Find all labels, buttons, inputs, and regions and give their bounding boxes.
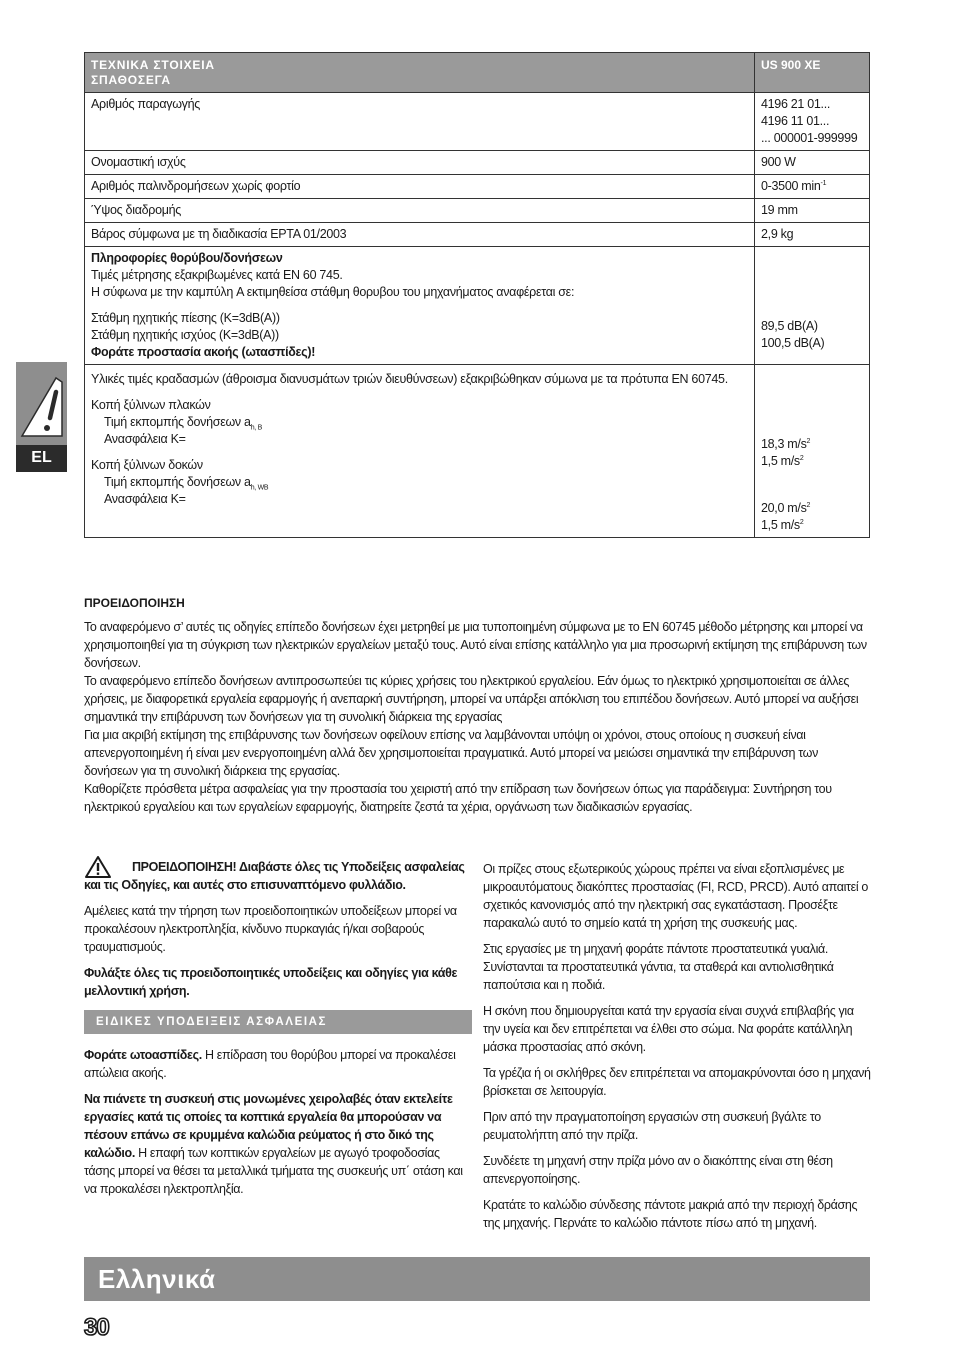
board-uncertainty-value: 1,5 $m/s^2$ (761, 454, 804, 468)
beam-uncertainty-value: 1,5 $m/s^2$ (761, 518, 804, 532)
pressure-label: Στάθμη ηχητικής πίεσης (K=3dB(A)) (91, 311, 280, 325)
row-label: Αριθμός παλινδρομήσεων χωρίς φορτίο (85, 175, 755, 199)
beam-emission-label: Τιμή εκπομπής δονήσεων $a_{h, WB}$ (104, 475, 269, 492)
row-value (755, 175, 870, 199)
footer-language-bar (84, 1257, 870, 1301)
board-cut-title: Κοπή ξύλινων πλακών (91, 398, 211, 412)
beam-cut-title: Κοπή ξύλινων δοκών (91, 458, 203, 472)
value-line: 4196 21 01... (761, 97, 831, 111)
table-row (85, 93, 870, 151)
value-text: 0-3500 min (761, 179, 821, 193)
beam-emission-value: 20,0 $m/s^2$ (761, 501, 811, 515)
hearing-protection-note: Φοράτε προστασία ακοής (ωτασπίδες)! (91, 345, 316, 359)
value-sup: -1 (820, 179, 827, 187)
warning-exclamation-icon (16, 362, 67, 445)
power-label: Στάθμη ηχητικής ισχύος (K=3dB(A)) (91, 328, 279, 342)
vibration-row (85, 365, 870, 538)
board-emission-label: Τιμή εκπομπής δονήσεων $a_{h, B}$ (104, 415, 262, 432)
warning-paragraph: Για μια ακριβή εκτίμηση της επιβάρυνσης των δονήσεων οφείλουν επίσης να λαμβάνονται υπόψη οι χρόνοι, στους οποίους η συσκευή είναι απενεργοποιημένη ή είναι μεν ενεργοποιημένη αλλά δεν χρησιμοποιείται πραγματικά. Αυτό μπορεί να μειώσει σημαντικά την επιβάρυνση των δονήσεων για τη συνολική διάρκεια της εργασίας. (84, 728, 818, 778)
header-label-1: ΤΕΧΝΙΚΑ ΣΤΟΙΧΕΙΑ (91, 58, 215, 72)
value-line: 4196 11 01... (761, 114, 830, 128)
noise-row (85, 247, 870, 365)
safety-paragraph: Στις εργασίες με τη μηχανή φοράτε πάντοτε προστατευτικά γυαλιά. Συνίστανται τα προστατευτικά γάντια, τα σταθερά και αντιολισθητικά παπούτσια και η ποδιά. (483, 942, 834, 992)
warning-triangle-icon (84, 855, 112, 879)
table-header-row (85, 53, 870, 93)
safety-paragraph: Αμέλειες κατά την τήρηση των προειδοποιητικών υποδείξεων μπορεί να προκαλέσουν ηλεκτροπληξία, κίνδυνο πυρκαγιάς ή/και σοβαρούς τραυματισμούς. (84, 904, 457, 954)
safety-paragraph: Συνδέετε τη μηχανή στην πρίζα μόνο αν ο διακόπτης είναι στη θέση απενεργοποίησης. (483, 1154, 833, 1186)
table-row (85, 175, 870, 199)
vibration-value-cell (755, 365, 870, 538)
special-safety-section-header: ΕΙΔΙΚΕΣ ΥΠΟΔΕΙΞΕΙΣ ΑΣΦΑΛΕΙΑΣ (84, 1010, 472, 1034)
row-label: Ονομαστική ισχύς (85, 151, 755, 175)
safety-paragraph: Οι πρίζες στους εξωτερικούς χώρους πρέπει να είναι εξοπλισμένες με μικροαυτόματους διακόπτες προστασίας (FI, RCD, PRCD). Αυτό απαιτεί ο σχετικός κανονισμός από την ηλεκτρική σας εγκατάσταση. Προσέξτε παρακαλώ αυτό το σημείο κατά τη χρήση της συσκευής μας. (483, 862, 868, 930)
noise-value-cell (755, 247, 870, 365)
vibration-label-cell (85, 365, 755, 538)
warning-paragraph: Το αναφερόμενο σ’ αυτές τις οδηγίες επίπεδο δονήσεων έχει μετρηθεί με μια τυποποιημένη σύμφωνα με το EN 60745 μέθοδο μέτρησης και μπορεί να χρησιμοποιηθεί για τη σύγκριση των ηλεκτρικών εργαλείων μεταξύ τους. Αυτό είναι επίσης κατάλληλο για μια προσωρινή εκτίμηση της επιβάρυνση των δονήσεων. (84, 620, 867, 670)
safety-paragraph: Φοράτε ωτοασπίδες. Η επίδραση του θορύβου μπορεί να προκαλέσει απώλεια ακοής. (84, 1048, 456, 1080)
table-row (85, 151, 870, 175)
technical-data-table (84, 52, 870, 538)
row-value (755, 93, 870, 151)
safety-keep-instructions: Φυλάξτε όλες τις προειδοποιητικές υποδείξεις και οδηγίες για κάθε μελλοντική χρήση. (84, 966, 458, 998)
noise-title: Πληροφορίες θορύβου/δονήσεων (91, 251, 283, 265)
safety-paragraph: Τα γρέζια ή οι σκλήθρες δεν επιτρέπεται να απομακρύνονται όσο η μηχανή βρίσκεται σε λειτουργία. (483, 1066, 871, 1098)
header-label-cell (85, 53, 755, 93)
noise-line-1: Τιμές μέτρησης εξακριβωμένες κατά EN 60 745. (91, 268, 343, 282)
row-label: Ύψος διαδρομής (85, 199, 755, 223)
warning-paragraph: Το αναφερόμενο επίπεδο δονήσεων αντιπροσωπεύει τις κύριες χρήσεις του ηλεκτρικού εργαλείου. Εάν όμως το ηλεκτρικό χρησιμοποιείται σε άλλες χρήσεις, με διαφορετικά εργαλεία εφαρμογής ή ανεπαρκή συντήρηση, μπορεί να υπάρξει απόκλιση του επιπέδου δονήσεων. Αυτό μπορεί να αυξήσει σημαντικά την επιβάρυνση των δονήσεων για τη συνολική διάρκεια της εργασίας (84, 674, 859, 724)
safety-warning-title: ΠΡΟΕΙΔΟΠΟΙΗΣΗ! Διαβάστε όλες τις Υποδείξεις ασφαλείας και τις Οδηγίες, και αυτές στο επισυναπτόμενο φυλλάδιο. (84, 858, 472, 894)
safety-paragraph: Η σκόνη που δημιουργείται κατά την εργασία είναι συχνά επιβλαβής για την υγεία και δεν επιτρέπεται να έλθει στο σώμα. Να φοράτε κατάλληλη μάσκα προστασίας από σκόνη. (483, 1004, 854, 1054)
power-value: 100,5 dB(A) (761, 336, 825, 350)
value-line: ... 000001-999999 (761, 131, 858, 145)
warning-heading: ΠΡΟΕΙΔΟΠΟΙΗΣΗ (84, 596, 185, 610)
table-row (85, 223, 870, 247)
row-value: 2,9 kg (755, 223, 870, 247)
beam-uncertainty-label: Ανασφάλεια K= (104, 492, 186, 506)
safety-paragraph: Να πιάνετε τη συσκευή στις μονωμένες χειρολαβές όταν εκτελείτε εργασίες κατά τις οποίες τα κοπτικά εργαλεία θα μπορούσαν να πέσουν επάνω σε κρυμμένα καλώδια ρεύματος ή στο δικό της καλώδιο. Η επαφή των κοπτικών εργαλείων με αγωγό τροφοδοσίας τάσης μπορεί να θέσει τα μεταλλικά τμήματα της συσκευής υπ΄ οτάση και να προκαλέσει ηλεκτροπληξία. (84, 1092, 463, 1196)
warning-paragraph: Καθορίζετε πρόσθετα μέτρα ασφαλείας για την προστασία του χειριστή από την επίδραση των δονήσεων όπως για παράδειγμα: Συντήρηση του ηλεκτρικού εργαλείου και των εργαλείων εφαρμογής, διατηρείτε ζεστά τα χέρια, οργάνωση των διαδικασιών εργασίας. (84, 782, 832, 814)
row-value: 19 mm (755, 199, 870, 223)
pressure-value: 89,5 dB(A) (761, 319, 818, 333)
safety-paragraph: Πριν από την πραγματοποίηση εργασιών στη συσκευή βγάλτε το ρευματολήπτη από την πρίζα. (483, 1110, 821, 1142)
noise-label-cell (85, 247, 755, 365)
row-label: Βάρος σύμφωνα με τη διαδικασία EPTA 01/2003 (85, 223, 755, 247)
header-model-cell: US 900 XE (755, 53, 870, 93)
row-value: 900 W (755, 151, 870, 175)
right-column (483, 860, 871, 1240)
left-column (84, 858, 472, 1206)
board-emission-value: 18,3 $m/s^2$ (761, 437, 811, 451)
noise-line-2: Η σύφωνα με την καμπύλη A εκτιμηθείσα στάθμη θορυβου του μηχανήματος αναφέρεται σε: (91, 285, 575, 299)
board-uncertainty-label: Ανασφάλεια K= (104, 432, 186, 446)
vibration-warning-section (84, 594, 870, 816)
table-row (85, 199, 870, 223)
safety-paragraph: Κρατάτε το καλώδιο σύνδεσης πάντοτε μακριά από την περιοχή δράσης της μηχανής. Περνάτε το καλώδιο πάντοτε πίσω από τη μηχανή. (483, 1198, 858, 1230)
row-label: Αριθμός παραγωγής (85, 93, 755, 151)
language-side-tab (16, 362, 67, 472)
page-number: 30 (84, 1314, 109, 1341)
language-code: EL (31, 449, 52, 466)
footer-language: Ελληνικά (98, 1264, 216, 1294)
header-label-2: ΣΠΑΘΟΣΕΓΑ (91, 73, 171, 87)
vibration-intro: Υλικές τιμές κραδασμών (άθροισμα διανυσμάτων τριών διευθύνσεων) εξακριβώθηκαν σύμωνα με τα πρότυπα EN 60745. (91, 372, 728, 386)
